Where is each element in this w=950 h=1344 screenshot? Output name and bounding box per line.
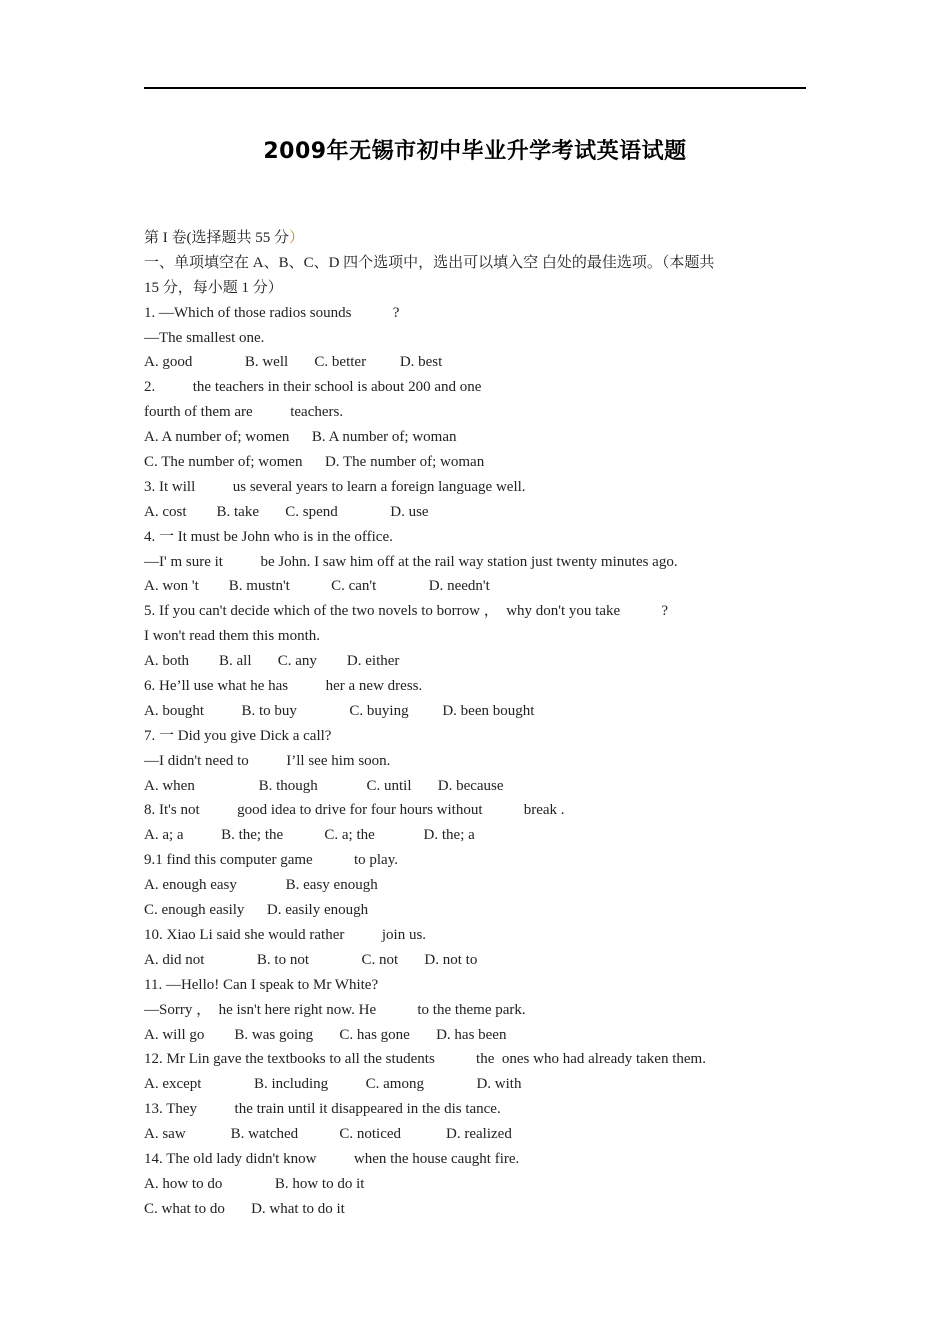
text-line: 10. Xiao Li said she would rather join us. xyxy=(144,926,427,943)
text-line: A. except B. including C. among D. with xyxy=(144,1076,522,1093)
text-line: 6. He’ll use what he has her a new dress. xyxy=(144,678,423,695)
text-line: 14. The old lady didn't know when the house caught fire. xyxy=(144,1150,520,1167)
text-line: A. will go B. was going C. has gone D. has been xyxy=(144,1026,507,1043)
page-title: 2009年无锡市初中毕业升学考试英语试题 xyxy=(263,139,687,164)
text-line: A. how to do B. how to do it xyxy=(144,1175,365,1192)
section-heading-paren: ） xyxy=(289,230,305,246)
text-line: 8. It's not good idea to drive for four hours without break . xyxy=(144,802,565,819)
text-line: 12. Mr Lin gave the textbooks to all the students the ones who had already taken them. xyxy=(144,1051,706,1068)
text-line: —The smallest one. xyxy=(144,329,265,346)
text-line: C. what to do D. what to do it xyxy=(144,1200,345,1217)
text-line: C. The number of; women D. The number of; woman xyxy=(144,454,485,471)
text-line: 一、单项填空在 A、B、C、D 四个选项中，选出可以填入空 白处的最佳选项。（本题共 xyxy=(144,254,715,271)
text-line: A. A number of; women B. A number of; woman xyxy=(144,429,457,446)
text-line: 9.1 find this computer game to play. xyxy=(144,852,398,869)
text-line: 7. 一 Did you give Dick a call? xyxy=(144,727,332,744)
text-line: 11. —Hello! Can I speak to Mr White? xyxy=(144,976,379,993)
text-line: fourth of them are teachers. xyxy=(144,404,344,421)
text-line: —Sorry ， he isn't here right now. He to the theme park. xyxy=(144,1001,526,1018)
text-line: 5. If you can't decide which of the two novels to borrow ， why don't you take ? xyxy=(144,603,669,620)
text-line: 2. the teachers in their school is about 200 and one xyxy=(144,379,482,396)
text-line: 3. It will us several years to learn a foreign language well. xyxy=(144,478,526,495)
text-line: A. bought B. to buy C. buying D. been bought xyxy=(144,702,535,719)
text-line: A. saw B. watched C. noticed D. realized xyxy=(144,1126,512,1143)
section-heading-text: 第 I 卷(选择题共 55 分 xyxy=(144,230,289,246)
text-line: I won't read them this month. xyxy=(144,628,321,645)
text-line: —I' m sure it be John. I saw him off at the rail way station just twenty minutes ago. xyxy=(144,553,678,570)
text-line: 13. They the train until it disappeared in the dis tance. xyxy=(144,1101,501,1118)
text-line: A. good B. well C. better D. best xyxy=(144,354,443,371)
header-rule xyxy=(144,87,806,89)
text-line: 1. —Which of those radios sounds ? xyxy=(144,304,400,321)
text-line: A. when B. though C. until D. because xyxy=(144,777,504,794)
text-line: 15 分，每小题 1 分） xyxy=(144,279,283,296)
text-line: —I didn't need to I’ll see him soon. xyxy=(144,752,391,769)
text-line: A. a; a B. the; the C. a; the D. the; a xyxy=(144,827,475,844)
text-line: A. enough easy B. easy enough xyxy=(144,877,378,894)
text-line: A. both B. all C. any D. either xyxy=(144,653,400,670)
text-line: C. enough easily D. easily enough xyxy=(144,902,369,919)
text-line: A. did not B. to not C. not D. not to xyxy=(144,951,478,968)
text-line: 4. 一 It must be John who is in the office. xyxy=(144,528,393,545)
text-line: A. cost B. take C. spend D. use xyxy=(144,503,429,520)
exam-body xyxy=(144,226,806,1222)
section-heading xyxy=(144,226,806,251)
question-lines xyxy=(144,251,806,1222)
text-line: A. won 't B. mustn't C. can't D. needn't xyxy=(144,578,490,595)
